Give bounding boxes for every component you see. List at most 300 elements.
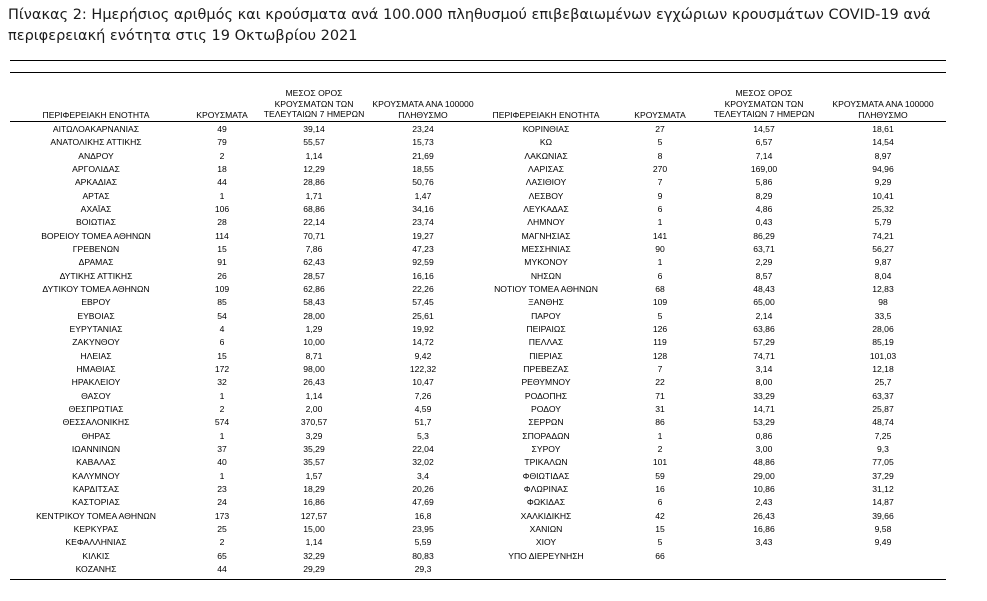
per100k-cell: 57,45	[412, 297, 434, 308]
per100k-cell: 5,3	[417, 430, 429, 441]
per100k-cell: 51,7	[414, 417, 432, 428]
avg7-cell: 39,14	[303, 124, 325, 135]
table-row	[480, 443, 946, 456]
avg7-cell: 14,57	[753, 124, 775, 135]
per100k-cell: 47,23	[412, 244, 434, 255]
table-row	[10, 323, 480, 336]
table-row	[10, 350, 480, 363]
per100k-cell: 37,29	[872, 470, 894, 481]
region-cell: ΕΥΡΥΤΑΝΙΑΣ	[69, 324, 123, 335]
cases-cell: 6	[219, 337, 225, 348]
table-row	[480, 550, 946, 563]
region-cell: ΛΗΜΝΟΥ	[527, 217, 565, 228]
region-cell: ΜΥΚΟΝΟΥ	[524, 257, 568, 268]
region-cell: ΛΑΚΩΝΙΑΣ	[524, 150, 568, 161]
per100k-cell: 98	[878, 297, 888, 308]
left-data-table	[10, 123, 480, 576]
table-row	[480, 470, 946, 483]
per100k-cell: 9,42	[414, 350, 432, 361]
cases-cell: 5	[657, 537, 663, 548]
right-header-avg7: ΜΕΣΟΣ ΟΡΟΣ ΚΡΟΥΣΜΑΤΩΝ ΤΩΝ ΤΕΛΕΥΤΑΙΩΝ 7 ΗΜΕΡΩΝ	[713, 88, 815, 120]
region-cell: ΡΕΘΥΜΝΟΥ	[521, 377, 571, 388]
table-row	[10, 243, 480, 256]
table-row	[480, 390, 946, 403]
cases-cell: 8	[657, 150, 663, 161]
cases-cell: 1	[657, 217, 663, 228]
region-cell: ΘΕΣΣΑΛΟΝΙΚΗΣ	[62, 417, 130, 428]
avg7-cell: 98,00	[303, 364, 325, 375]
avg7-cell: 35,57	[303, 457, 325, 468]
per100k-cell: 34,16	[412, 204, 434, 215]
cases-cell: 172	[214, 364, 230, 375]
cases-cell: 101	[652, 457, 668, 468]
table-row	[10, 283, 480, 296]
avg7-cell: 62,43	[303, 257, 325, 268]
cases-cell: 270	[652, 164, 668, 175]
region-cell: ΑΧΑΪΑΣ	[80, 204, 112, 215]
cases-cell: 109	[652, 297, 668, 308]
region-cell: ΚΕΦΑΛΛΗΝΙΑΣ	[65, 537, 127, 548]
header-bottom-rule	[10, 121, 946, 122]
avg7-cell: 3,00	[755, 444, 773, 455]
table-row	[480, 123, 946, 136]
per100k-cell: 33,5	[874, 310, 892, 321]
cases-cell: 28	[217, 217, 227, 228]
table-row	[10, 443, 480, 456]
cases-cell: 114	[215, 230, 229, 241]
table-row	[10, 470, 480, 483]
table-row	[480, 283, 946, 296]
region-cell: ΔΥΤΙΚΟΥ ΤΟΜΕΑ ΑΘΗΝΩΝ	[42, 284, 150, 295]
region-cell: ΙΩΑΝΝΙΝΩΝ	[71, 444, 121, 455]
region-cell: ΗΡΑΚΛΕΙΟΥ	[71, 377, 121, 388]
table-row	[480, 336, 946, 349]
table-row	[480, 403, 946, 416]
table-row	[480, 456, 946, 469]
cases-cell: 79	[217, 137, 227, 148]
table-row	[10, 296, 480, 309]
cases-cell: 141	[652, 230, 668, 241]
region-cell: ΣΕΡΡΩΝ	[528, 417, 564, 428]
cases-cell: 574	[214, 417, 230, 428]
cases-cell: 44	[217, 563, 227, 574]
table-row	[480, 176, 946, 189]
cases-cell: 1	[657, 430, 663, 441]
region-cell: ΡΟΔΟΠΗΣ	[524, 390, 568, 401]
region-cell: ΧΑΝΙΩΝ	[529, 524, 563, 534]
per100k-cell: 1,47	[414, 190, 432, 201]
cases-cell: 126	[652, 324, 668, 335]
avg7-cell: 32,29	[303, 550, 325, 561]
region-cell: ΠΕΛΛΑΣ	[528, 337, 564, 348]
per100k-cell: 16,8	[414, 510, 432, 521]
per100k-cell: 5,59	[414, 537, 432, 548]
avg7-cell: 8,71	[305, 350, 323, 361]
region-cell: ΜΑΓΝΗΣΙΑΣ	[521, 230, 571, 241]
avg7-cell: 12,29	[303, 164, 325, 175]
region-cell: ΜΕΣΣΗΝΙΑΣ	[521, 244, 571, 255]
region-cell: ΛΕΥΚΑΔΑΣ	[523, 204, 569, 215]
per100k-cell: 85,19	[872, 337, 894, 348]
table-row	[480, 416, 946, 429]
avg7-cell: 1,57	[305, 470, 323, 481]
avg7-cell: 2,14	[755, 310, 773, 321]
table-row	[480, 310, 946, 323]
header-top-rule	[10, 72, 946, 73]
region-cell: ΠΑΡΟΥ	[531, 310, 561, 321]
region-cell: ΚΑΡΔΙΤΣΑΣ	[72, 484, 120, 495]
avg7-cell: 16,86	[303, 497, 325, 508]
cases-cell: 26	[217, 270, 227, 281]
table-row	[10, 363, 480, 376]
avg7-cell: 370,57	[300, 417, 328, 428]
table-row	[10, 336, 480, 349]
avg7-cell: 4,86	[755, 204, 773, 215]
region-cell: ΦΘΙΩΤΙΔΑΣ	[522, 470, 570, 481]
avg7-cell: 7,14	[755, 150, 773, 161]
region-cell: ΝΟΤΙΟΥ ΤΟΜΕΑ ΑΘΗΝΩΝ	[494, 284, 598, 295]
per100k-cell: 18,55	[412, 164, 434, 175]
per100k-cell: 63,37	[872, 390, 894, 401]
region-cell: ΚΑΛΥΜΝΟΥ	[72, 470, 120, 481]
per100k-cell: 28,06	[872, 324, 894, 335]
avg7-cell: 33,29	[753, 390, 775, 401]
right-header-region: ΠΕΡΙΦΕΡΕΙΑΚΗ ΕΝΟΤΗΤΑ	[492, 110, 600, 120]
avg7-cell: 62,86	[303, 284, 325, 295]
avg7-cell	[708, 550, 820, 563]
per100k-cell: 80,83	[412, 550, 434, 561]
left-header-region: ΠΕΡΙΦΕΡΕΙΑΚΗ ΕΝΟΤΗΤΑ	[42, 110, 150, 120]
region-cell: ΠΕΙΡΑΙΩΣ	[526, 324, 566, 335]
avg7-cell: 55,57	[303, 137, 325, 148]
avg7-cell: 63,71	[753, 244, 775, 255]
region-cell: ΕΒΡΟΥ	[81, 297, 111, 308]
per100k-cell: 48,74	[872, 417, 894, 428]
table-row	[480, 256, 946, 269]
per100k-cell: 8,97	[874, 150, 892, 161]
per100k-cell: 9,3	[877, 444, 889, 455]
table-row	[480, 536, 946, 549]
region-cell: ΠΙΕΡΙΑΣ	[529, 350, 563, 361]
avg7-cell: 6,57	[755, 137, 773, 148]
table-row	[10, 456, 480, 469]
cases-cell: 37	[217, 444, 227, 455]
avg7-cell: 10,00	[303, 337, 325, 348]
table-row	[480, 230, 946, 243]
region-cell: ΔΥΤΙΚΗΣ ΑΤΤΙΚΗΣ	[59, 270, 133, 281]
region-cell: ΚΑΒΑΛΑΣ	[76, 457, 116, 468]
avg7-cell: 18,29	[303, 484, 325, 495]
table-row	[480, 136, 946, 149]
avg7-cell: 169,00	[750, 164, 778, 175]
cases-cell: 91	[217, 257, 227, 268]
region-cell: ΛΑΣΙΘΙΟΥ	[525, 177, 567, 188]
per100k-cell: 20,26	[412, 484, 434, 495]
avg7-cell: 0,43	[755, 217, 773, 228]
region-cell: ΔΡΑΜΑΣ	[78, 257, 114, 268]
table-row	[10, 216, 480, 229]
region-cell: ΑΡΓΟΛΙΔΑΣ	[72, 164, 120, 175]
table-row	[480, 496, 946, 509]
region-cell: ΞΑΝΘΗΣ	[528, 297, 564, 308]
region-cell: ΣΥΡΟΥ	[531, 444, 561, 455]
table-row	[10, 150, 480, 163]
region-cell: ΤΡΙΚΑΛΩΝ	[524, 457, 568, 468]
avg7-cell: 16,86	[753, 524, 775, 534]
avg7-cell: 15,00	[303, 524, 325, 534]
table-row	[10, 230, 480, 243]
region-cell: ΥΠΟ ΔΙΕΡΕΥΝΗΣΗ	[508, 550, 584, 561]
avg7-cell: 70,71	[303, 230, 325, 241]
avg7-cell: 57,29	[753, 337, 775, 348]
avg7-cell: 127,57	[300, 510, 328, 521]
cases-cell: 24	[217, 497, 227, 508]
avg7-cell: 63,86	[753, 324, 775, 335]
cases-cell: 90	[655, 244, 665, 255]
region-cell: ΛΑΡΙΣΑΣ	[528, 164, 564, 175]
table-row	[480, 483, 946, 496]
avg7-cell: 10,86	[753, 484, 775, 495]
avg7-cell: 26,43	[753, 510, 775, 521]
cases-cell: 66	[655, 550, 665, 561]
per100k-cell: 122,32	[409, 364, 437, 375]
per100k-cell: 10,41	[872, 190, 894, 201]
table-row	[480, 163, 946, 176]
avg7-cell: 1,29	[305, 324, 323, 335]
avg7-cell: 58,43	[303, 297, 325, 308]
region-cell: ΘΕΣΠΡΩΤΙΑΣ	[68, 404, 124, 415]
per100k-cell: 29,3	[414, 563, 432, 574]
cases-cell: 86	[655, 417, 665, 428]
cases-cell: 2	[219, 537, 225, 548]
region-cell: ΑΡΤΑΣ	[82, 190, 110, 201]
region-cell: ΚΕΡΚΥΡΑΣ	[73, 524, 119, 534]
per100k-cell: 12,18	[872, 364, 894, 375]
top-rule	[10, 60, 946, 61]
avg7-cell: 28,00	[303, 310, 325, 321]
per100k-cell: 10,47	[412, 377, 434, 388]
cases-cell: 173	[214, 510, 230, 521]
per100k-cell: 15,73	[412, 137, 434, 148]
per100k-cell: 3,4	[417, 470, 429, 481]
avg7-cell: 1,71	[305, 190, 323, 201]
per100k-cell: 9,29	[874, 177, 892, 188]
per100k-cell: 50,76	[412, 177, 434, 188]
region-cell: ΑΙΤΩΛΟΑΚΑΡΝΑΝΙΑΣ	[52, 124, 140, 135]
cases-cell: 23	[217, 484, 227, 495]
per100k-cell: 14,87	[872, 497, 894, 508]
per100k-cell: 16,16	[412, 270, 434, 281]
per100k-cell: 9,49	[874, 537, 892, 548]
region-cell: ΧΙΟΥ	[535, 537, 557, 548]
cases-cell: 5	[657, 137, 663, 148]
per100k-cell: 32,02	[412, 457, 434, 468]
table-row	[10, 430, 480, 443]
per100k-cell: 7,25	[874, 430, 892, 441]
table-row	[480, 203, 946, 216]
per100k-cell: 47,69	[412, 497, 434, 508]
table-row	[480, 376, 946, 389]
region-cell: ΦΛΩΡΙΝΑΣ	[523, 484, 569, 495]
per100k-cell: 77,05	[872, 457, 894, 468]
cases-cell: 32	[217, 377, 227, 388]
avg7-cell: 2,29	[755, 257, 773, 268]
per100k-cell: 22,04	[412, 444, 434, 455]
per100k-cell: 19,27	[412, 230, 434, 241]
avg7-cell: 86,29	[753, 230, 775, 241]
per100k-cell: 74,21	[872, 230, 894, 241]
table-row	[10, 376, 480, 389]
table-row	[10, 536, 480, 549]
right-data-table	[480, 123, 946, 563]
per100k-cell: 14,72	[412, 337, 434, 348]
per100k-cell: 21,69	[412, 150, 434, 161]
region-cell: ΓΡΕΒΕΝΩΝ	[72, 244, 120, 255]
table-row	[10, 136, 480, 149]
cases-cell: 1	[219, 470, 225, 481]
avg7-cell: 3,43	[755, 537, 773, 548]
table-row	[10, 550, 480, 563]
avg7-cell: 8,57	[755, 270, 773, 281]
region-cell: ΚΟΖΑΝΗΣ	[75, 563, 117, 574]
table-row	[10, 270, 480, 283]
table-row	[10, 416, 480, 429]
bottom-rule	[10, 579, 946, 580]
avg7-cell: 28,86	[303, 177, 325, 188]
table-row	[10, 176, 480, 189]
per100k-cell: 8,04	[874, 270, 892, 281]
table-row	[10, 163, 480, 176]
table-row	[10, 390, 480, 403]
per100k-cell: 25,32	[872, 204, 894, 215]
avg7-cell: 5,86	[755, 177, 773, 188]
table-row	[10, 563, 480, 576]
region-cell: ΒΟΙΩΤΙΑΣ	[76, 217, 116, 228]
per100k-cell: 94,96	[872, 164, 894, 175]
table-row	[10, 310, 480, 323]
region-cell: ΕΥΒΟΙΑΣ	[77, 310, 115, 321]
avg7-cell: 2,00	[305, 404, 323, 415]
per100k-cell: 25,7	[874, 377, 892, 388]
cases-cell: 106	[214, 204, 230, 215]
cases-cell: 44	[217, 177, 227, 188]
table-row	[10, 256, 480, 269]
table-row	[480, 270, 946, 283]
cases-cell: 22	[655, 377, 665, 388]
cases-cell: 5	[657, 310, 663, 321]
avg7-cell: 65,00	[753, 297, 775, 308]
avg7-cell: 48,43	[753, 284, 775, 295]
region-cell: ΖΑΚΥΝΘΟΥ	[72, 337, 120, 348]
cases-cell: 25	[217, 524, 227, 534]
table-row	[10, 510, 480, 523]
left-header-cases: ΚΡΟΥΣΜΑΤΑ	[196, 110, 248, 120]
cases-cell: 128	[652, 350, 668, 361]
per100k-cell: 23,74	[412, 217, 434, 228]
cases-cell: 1	[219, 190, 225, 201]
cases-cell: 1	[219, 430, 225, 441]
avg7-cell: 8,00	[755, 377, 773, 388]
cases-cell: 9	[657, 190, 663, 201]
table-row	[10, 403, 480, 416]
table-row	[10, 203, 480, 216]
table-row	[10, 190, 480, 203]
table-row	[480, 523, 946, 536]
cases-cell: 59	[655, 470, 665, 481]
per100k-cell: 22,26	[412, 284, 434, 295]
cases-cell: 49	[217, 124, 227, 135]
per100k-cell: 25,87	[872, 404, 894, 415]
table-row	[480, 350, 946, 363]
table-row	[480, 296, 946, 309]
per100k-cell: 9,58	[874, 524, 892, 534]
per100k-cell: 14,54	[872, 137, 894, 148]
avg7-cell: 26,43	[303, 377, 325, 388]
avg7-cell: 0,86	[755, 430, 773, 441]
avg7-cell: 1,14	[305, 390, 323, 401]
cases-cell: 42	[655, 510, 665, 521]
table-row	[480, 216, 946, 229]
region-cell: ΚΑΣΤΟΡΙΑΣ	[72, 497, 120, 508]
per100k-cell: 9,87	[874, 257, 892, 268]
avg7-cell: 2,43	[755, 497, 773, 508]
cases-cell: 68	[655, 284, 665, 295]
cases-cell: 15	[217, 350, 227, 361]
cases-cell: 2	[219, 404, 225, 415]
region-cell: ΗΛΕΙΑΣ	[80, 350, 112, 361]
cases-cell: 31	[655, 404, 665, 415]
region-cell: ΚΕΝΤΡΙΚΟΥ ΤΟΜΕΑ ΑΘΗΝΩΝ	[36, 510, 156, 521]
avg7-cell: 35,29	[303, 444, 325, 455]
left-header-avg7: ΜΕΣΟΣ ΟΡΟΣ ΚΡΟΥΣΜΑΤΩΝ ΤΩΝ ΤΕΛΕΥΤΑΙΩΝ 7 ΗΜΕΡΩΝ	[263, 88, 365, 120]
cases-cell: 15	[217, 244, 227, 255]
cases-cell: 119	[653, 337, 667, 348]
region-cell: ΗΜΑΘΙΑΣ	[76, 364, 116, 375]
per100k-cell: 4,59	[414, 404, 432, 415]
avg7-cell: 29,00	[753, 470, 775, 481]
cases-cell: 1	[219, 390, 225, 401]
per100k-cell: 7,26	[414, 390, 432, 401]
avg7-cell: 22,14	[303, 217, 325, 228]
avg7-cell: 28,57	[303, 270, 325, 281]
avg7-cell: 1,14	[305, 150, 323, 161]
table-row	[10, 483, 480, 496]
cases-cell: 109	[214, 284, 230, 295]
cases-cell: 16	[655, 484, 665, 495]
cases-cell: 40	[217, 457, 227, 468]
cases-cell: 1	[657, 257, 663, 268]
cases-cell: 71	[655, 390, 665, 401]
region-cell: ΦΩΚΙΔΑΣ	[526, 497, 566, 508]
cases-cell: 27	[655, 124, 665, 135]
avg7-cell: 53,29	[753, 417, 775, 428]
table-row	[10, 496, 480, 509]
cases-cell: 6	[657, 270, 663, 281]
region-cell: ΚΩ	[539, 137, 553, 148]
per100k-cell	[820, 550, 946, 563]
region-cell: ΝΗΣΩΝ	[530, 270, 562, 281]
region-cell: ΑΝΔΡΟΥ	[78, 150, 114, 161]
per100k-cell: 31,12	[872, 484, 894, 495]
per100k-cell: 101,03	[869, 350, 897, 361]
per100k-cell: 23,24	[412, 124, 434, 135]
cases-cell: 6	[657, 497, 663, 508]
cases-cell: 65	[217, 550, 227, 561]
region-cell: ΒΟΡΕΙΟΥ ΤΟΜΕΑ ΑΘΗΝΩΝ	[41, 230, 151, 241]
table-row	[480, 190, 946, 203]
per100k-cell: 39,66	[872, 510, 894, 521]
cases-cell: 6	[657, 204, 663, 215]
